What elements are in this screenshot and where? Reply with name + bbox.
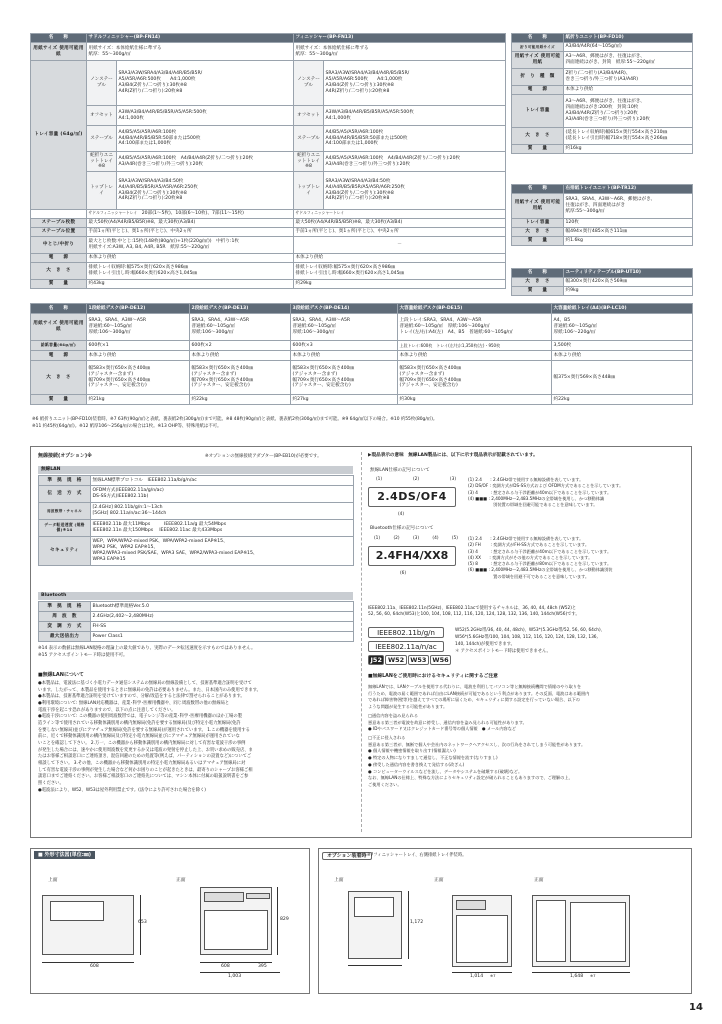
paper-cell-2: 用紙サイズ：本体給紙仕様に準ずる 紙厚：55～300g/㎡ [294, 43, 506, 61]
nonstaple-cell-1: SRA3/A3W/SRA4/A3/B4/A4R/B5/B5R/ A5/A5R/A6R:500枚 A4:1,000枚 A3/B4(Z折り/二つ折り):30枚※8 A4R(Z折り/二つ折り):20枚※8 [117, 61, 294, 106]
offset-cell-2: A3W/A3/B4/A4R/B5/B5R/A5/A5R:500枚 A4:1,000枚 [324, 106, 506, 126]
dim-608-a: 608 [90, 964, 99, 969]
bluetooth-header: Bluetooth [38, 592, 353, 600]
saddle-finisher-title: サドルフィニッシャー(BP-FN14) [87, 34, 294, 43]
security-text: 無線LANでは、LANケーブルを使用する代わりに、電波を利用してパソコン等と無線接続機間で情報のやり取りを 行うため、電波の届く範囲であれば自由にLAN接続が可能であるという利点があります。その反面、電波はある範囲内 であれば障害物(壁等)を越えてすべての場所に届くため、セキュリティに関する設定を行っていない場合、以下の ような問題が発生する可能性があります。 □通信内容を盗み見られる 悪意ある第三者が電波を故意に傍受し、通信内容を盗み見られる可能性があります。 ● IDやパスワード又はクレジットカード番号等の個人情報 ● メール内容など □不正に侵入される 悪意ある第三者が、無断で個人や会社内のネットワークへアクセスし、次の行為をされてしまう可能性があります。 ● 個人情報や機密情報を取り出す(情報漏えい) ● 特定の人物になりすまして通信し、不正な情報を流す(なりすまし) ● 傍受した通信内容を書き換えて発信する(改ざん) ● コンピューターウイルスなどを流し、データやシステムを破壊する(破壊)など。 なお、無線LANの仕様上、特殊な方法によりセキュリティ設定が破られることもありますので、ご理解の上、 ご使用ください。 [368, 684, 590, 788]
power-2: 本体より供給 [294, 254, 506, 263]
dims-title: ■ 外形寸法図(単位:㎜) [34, 851, 95, 859]
about-lan-title: ■無線LANについて [38, 672, 84, 678]
staple-cell-2: A4/B5/A5/A5R/A6R:100枚 A4/B4/A4R/B5/B5R:50部または500枚 A4:100部または1,000枚 [324, 126, 506, 152]
view-label-top-2: 上面 [334, 878, 344, 883]
wireless-title: 無線接続(オプション)※ [38, 453, 92, 459]
center-fold-label: 中とじ/中折り [31, 237, 87, 254]
wlan-table: 準 拠 規 格 無線LAN標準プロトコル IEEE802.11a/b/g/n/ac 伝 送 方 式 OFDM方式(IEEE802.11a/g/n/ac) DS-SS方式(IEEE802.11b) 周波数帯・チャネル [2.4GHz] 802.11b/g/n:1～13ch [5GHz] 802.11a/n/ac:36～144ch データ転送速度 (規格値)※14 IEEE802.11b 最大11Mbps IEEE802.11a/g 最大54Mbps IEEE802.11n 最大150Mbps IEEE802.11ac 最大433Mbps セキュリティ WEP、WPA/WPA2-mixed PSK、WPA/WPA2-mixed EAP※15、 WPA2 PSK、WPA2 EAP※15、 WPA2/WPA3-mixed PSK/SAE、WPA3 SAE、WPA2/WPA3-mixed EAP※15、 WPA3 EAP※15 [38, 475, 354, 566]
badge-w53: W53 [408, 655, 429, 665]
lan-code-nums-top: (1) (2) (3) [376, 477, 456, 482]
about-lan-text: ●本製品は、電波法に基づく小電力データ通信システムの無線局の無線設備として、技術基準適合証明を受けて います。したがって、本製品を使用するときに無線局の免許は必要ありません。また、日本国内のみ使用できます。 ●本製品は、技術基準適合証明を受けていますので、分解/改造をすると法律で罰せられることがあります。 ●利用環境について: 無線LAN対応機器は、産業･科学･医療用機器や、同じ周波数帯の他の無線局と 電波干渉を起こす恐れがありますので、以下の点に注意してください。 ●電波干渉について: この機器の使用周波数帯では、電子レンジ等の産業･科学･医療用機器のほか工場の製 造ライン等で使用されている移動体識別用の構内無線局(免許を要する無線局)及び特定小電力無線局(免許 を要しない無線局)並びにアマチュア無線局(免許を要する無線局)が運用されています。 1.この機器を使用する 前に、近くで移動体識別用の構内無線局及び特定小電力無線局並びにアマチュア無線局が運用されていな いことを確認して下さい。 2.万一、この機器から移動体識別用の構内無線局に対して有害な電波干渉の事例 が発生した場合には、速やかに使用周波数を変更するか又は電波の発射を停止した上、お買い求めの販売店、ま たはお客様ご相談窓口にご連絡頂き、混信回避のための処置等(例えば、パーティションの設置など)についてご 相談して下さい。 3.その他、この機器から移動体識別用の特定小電力無線局あるいはアマチュア無線局に対 して有害な電波干渉の事例が発生した場合など何かお困りのことが起きたときは、最寄りのシャープお客様ご相 談窓口までご連絡ください。お客様ご相談窓口のご連絡先については、マシン本体に付属の取扱説明書をご参 照ください。 ●電波法により、W52、W53は屋外利用禁止です。(法令により許可された場合を除く) [38, 681, 261, 793]
middle-divider [361, 452, 362, 832]
offset-cell-1: A3W/A3/B4/A4R/B5/B5R/A5/A5R:500枚 A4:1,000枚 [117, 106, 294, 126]
zfold-label-2: 蛇折りユニットトレイ※8 [294, 152, 324, 172]
dim-1003: 1,003 [228, 974, 242, 979]
bt-code-nums-top: (1) (2) (3) (4) (5) [374, 536, 458, 541]
saddle-tray-cell: サドルフィニッシャートレイ 20部(1～5枚)、10部(6～10枚)、7部(11～15枚) [87, 210, 294, 219]
bt-code-num-6: (6) [400, 571, 407, 576]
finisher-title: フィニッシャー(BP-FN13) [294, 34, 506, 43]
footnotes: ※6 紙折りユニット(BP-FD10)装着時。※7 63枚(90g/㎡)と表紙、裏表紙2枚(300g/㎡)まで可能。※8 48枚(90g/㎡)と表紙、裏表紙2枚(300g/㎡)まで可能。※9 64g/㎡以下の場合。※10 約55枚(80g/㎡)。 ※11 約45枚(64g/㎡)。※12 紙厚106～256g/㎡の場合は1枚。※13 OHP等、特殊用紙は不可。 [32, 417, 438, 429]
zfold-cell-2: A4/B5/A5/A5R/A6R:100枚 A4/B4/A4R(Z折り/二つ折り):20枚 A3/A4R(巻き三つ折り/外三つ折り):20枚 [324, 152, 506, 172]
staple-label-2: ステープル [294, 126, 324, 152]
staple-label: ステープル [87, 126, 117, 152]
view-label-front-2: 正面 [434, 878, 444, 883]
staple-pos-1: 手前1ヵ所(平とじ)、奥1ヵ所(平とじ)、中央2ヵ所 [87, 228, 294, 237]
dim-395: 395 [258, 964, 267, 969]
mass-label: 質 量 [31, 280, 87, 289]
size-2: 排紙トレイ収納時:幅575×奥行620×高さ986㎜ 排紙トレイ引出し時:幅660×奥行620×高さ1,045㎜ [294, 263, 506, 280]
option-note: ※7フィニッシャートレイ、右側排紙トレイ伴装時。 [367, 853, 467, 858]
dim-608-b: 608 [221, 964, 230, 969]
wireless-notes: ※14 表示の数値は無線LAN規格の理論上の最大値であり、実際のデータ転送速度を示すものではありません。 ※15 アクセスポイントモード時は使用不可。 [38, 646, 256, 658]
paper-size-label: 用紙サイズ 使用可能用紙 [31, 43, 87, 61]
staple-pos-2: 手前1ヵ所(平とじ)、奥1ヵ所(平とじ)、中央2ヵ所 [294, 228, 506, 237]
option-title: オプション装着時 [322, 852, 372, 860]
right-tray-title: 右排紙トレイユニット(BP-TR12) [564, 185, 693, 194]
nonstaple-label-2: ノンステープル [294, 61, 324, 106]
size-1: 排紙トレイ収納時:幅575×奥行620×高さ986㎜ 排紙トレイ引出し時:幅660×奥行620×高さ1,045㎜ [87, 263, 294, 280]
view-label-top-1: 上面 [48, 878, 58, 883]
badge-w52: W52 [385, 655, 406, 665]
folding-unit-table: 名 称 紙折りユニット(BP-FD10) 折り可能用紙サイズ A3/B4/A4R(64～105g/㎡) 用紙サイズ 使用可能用紙 A3～A6R、郵便はがき、往復はがき、 四面連続はがき、封筒 紙厚:55～220g/㎡ 折 り 種 類 Z折り/二つ折り(A3/B4/A4R)、 巻き三つ折り/外三つ折り(A3/A4R) 電 源 本体より供給 トレイ容量 A3～A6R、郵便はがき、往復はがき、 四面連続はがき:200枚 封筒:10枚 A3/B4/A4R(Z折り/二つ折り):20枚 A3/A4R(巻き三つ折り/外三つ折り):20枚 大 き さ (延長トレイ収納時)幅615×奥行554×高さ210㎜ (延長トレイ引出時)幅718×奥行554×高さ266㎜ 質 量 約16kg [511, 33, 693, 154]
nonstaple-cell-2: SRA3/A3W/SRA4/A3/B4/A4R/B5/B5R/ A5/A5R/A6R:500枚 A4:1,000枚 A3/B4(Z折り/二つ折り):30枚※8 A4R(Z折り/二つ折り):20枚※8 [324, 61, 506, 106]
paper-cell-1: 用紙サイズ：本体給紙仕様に準ずる 紙厚：55～300g/㎡ [87, 43, 294, 61]
saddle-tray-cell-2: サドルフィニッシャートレイ [294, 210, 506, 219]
bt-code-label: 2.4FH4/XX8 [368, 546, 456, 566]
radio-title: ▶現品表示の意味 無線LAN製品には、以下に示す現品表示が記載されています。 [368, 453, 538, 458]
lct-title: 大容量給紙トレイ(A4)(BP-LC10) [552, 304, 693, 314]
finisher-spec-table [30, 33, 506, 289]
mass-1: 約43kg [87, 280, 294, 289]
staple-pos-label: ステープル位置 [31, 228, 87, 237]
offset-label: オフセット [87, 106, 117, 126]
desk-1-title: 1段給紙デスク(BP-DE12) [87, 304, 190, 314]
staple-count-label: ステープル枚数 [31, 219, 87, 228]
toptray-label: トップトレイ [87, 172, 117, 210]
view-label-front-1: 正面 [176, 878, 186, 883]
toptray-cell-1: SRA3/A3W/SRA4/A3/B4:50枚 A4/A4R/B5/B5R/A5/A5R/A6R:250枚 A3/B4(Z折り/二つ折り):30枚※8 A4R(Z折り/二つ折り):20枚※8 [117, 172, 294, 210]
wlan-header: 無線LAN [38, 466, 353, 474]
offset-label-2: オフセット [294, 106, 324, 126]
badge-row [368, 655, 451, 665]
toptray-label-2: トップトレイ [294, 172, 324, 210]
wireless-note: ※オプションの無線接続アダプター(BP-EB10)が必要です。 [205, 454, 322, 459]
dim-1172: 1,172 [410, 920, 424, 925]
toptray-cell-2: SRA3/A3W/SRA4/A3/B4:50枚 A4/A4R/B5/B5R/A5/A5R/A6R:250枚 A3/B4(Z折り/二つ折り):30枚※8 A4R(Z折り/二つ折り):20枚※8 [324, 172, 506, 210]
lan-code-list: (1) 2.4 : 2.4GHz帯で使用する無線設備を表しています。 (2) DS/OF : 変調方式がDS-SS方式および OFDM方式であることを示しています。 (3) 4 : 想定される与干渉距離が40m以下であることを示しています。 (4) ■■■ : 2,400MHz～2,483.5MHzの全帯域を使用し、かつ移動体識 別装置の帯域を回避可能であることを意味しています。 [468, 477, 624, 508]
dim-829: 829 [280, 917, 289, 922]
channel-text: IEEE802.11a、IEEE802.11n(5GHz)、IEEE802.11acで使用するチャネルは、36, 40, 44, 48ch (W52)と 52, 56, 60, 64ch(W53)と100, 104, 108, 112, 116, 120, 124, 128, 132, 136, 140, 144ch(W56)です。 [368, 606, 580, 618]
lan-code-label: 2.4DS/OF4 [368, 487, 456, 507]
power-label: 電 源 [31, 254, 87, 263]
utility-table-title: ユーティリティテーブル(BP-UT10) [564, 269, 693, 278]
bt-code-list: (1) 2.4 : 2.4GHz帯で使用する無線設備を表しています。 (2) FH : 変調方式がFH-SS方式であることを示しています。 (3) 4 : 想定される与干渉距離が40m以下であることを示しています。 (4) XX : 変調方式がその他の方式であることを示しています。 (5) 8 : 想定される与干渉距離が80m以下であることを示しています。 (6) ■■■ : 2,400MHz～2,483.5MHzの全帯域を使用し、かつ移動体識別装 置の帯域を回避不可であることを意味しています。 [468, 536, 613, 579]
bluetooth-table: 準 拠 規 格 Bluetooth標準規格Ver.5.0 周 波 数 2.4GHz(2,402～2,480MHz) 変 調 方 式 FH-SS 最大送信出力 Power Class1 [38, 601, 354, 642]
view-label-front-3: 正面 [534, 878, 544, 883]
lan-code-title: 無線LAN仕様の記号について [370, 468, 430, 473]
staple-count-2: 最大50枚(A4/A4R/B5/B5R)※8、最大30枚(A3/B4) [294, 219, 506, 228]
nonstaple-label: ノンステープル [87, 61, 117, 106]
page-number: 14 [689, 1002, 703, 1013]
w-bands-text: W52(5.2GHz帯/36, 40, 44, 48ch)、W53*(5.3GHz帯/52, 56, 60, 64ch)、 W56*(5.6GHz帯/100, 104, 108, 112, 116, 120, 124, 128, 132, 136, 140, 144ch)が使用できます。 ＊ アクセスポイントモード時は使用できません。 [455, 628, 605, 654]
center-fold-2: － [294, 237, 506, 254]
staple-cell-1: A4/B5/A5/A5R/A6R:100枚 A4/B4/A4R/B5/B5R:50部または500枚 A4:100部または1,000枚 [117, 126, 294, 152]
utility-table-spec: 名 称 ユーティリティテーブル(BP-UT10) 大 き さ 幅300×奥行420×高さ569㎜ 質 量 約9kg [511, 268, 693, 296]
desk-3-title: 3段給紙デスク(BP-DE14) [291, 304, 398, 314]
paper-desk-table: 名 称 1段給紙デスク(BP-DE12) 2段給紙デスク(BP-DE13) 3段給紙デスク(BP-DE14) 大容量給紙デスク(BP-DE15) 大容量給紙トレイ(A4)(BP-LC10) 用紙サイズ 使用可能用紙 SRA3、SRA4、A3W～A5R 普通紙:60～105g/㎡ 厚紙:106～300g/㎡ SRA3、SRA4、A3W～A5R 普通紙:60～105g/㎡ 厚紙:106～300g/㎡ SRA3、SRA4、A3W～A5R 普通紙:60～105g/㎡ 厚紙:106～300g/㎡ 上段トレイ:SRA3、SRA4、A3W～A5R 普通紙:60～105g/㎡ 厚紙:106～300g/㎡ トレイ(左/右):A4(左) A4、B5 普通紙:60～105g/㎡ A4、B5 普通紙:60～105g/㎡ 厚紙:106～220g/㎡ 給紙容量(64g/㎡) 600枚×1 600枚×2 600枚×3 上段トレイ:600枚 トレイ(左/右):1,350枚(左)・950枚 3,500枚 電 源 本体より供給 本体より供給 本体より供給 本体より供給 本体より供給 大 き さ 幅583×奥行650×高さ400㎜ (アジャスター含まず) 幅709×奥行650×高さ400㎜ (アジャスター、安定板含む) 幅583×奥行650×高さ400㎜ (アジャスター含まず) 幅709×奥行650×高さ400㎜ (アジャスター、安定板含む) 幅583×奥行650×高さ400㎜ (アジャスター含まず) 幅709×奥行650×高さ400㎜ (アジャスター、安定板含む) 幅583×奥行650×高さ400㎜ (アジャスター含まず) 幅709×奥行650×高さ400㎜ (アジャスター、安定板含む) 幅375×奥行569×高さ448㎜ 質 量 約21kg 約22kg 約27kg 約30kg 約22kg [30, 303, 693, 405]
name-header: 名 称 [31, 34, 87, 43]
zfold-label: 蛇折りユニットトレイ※8 [87, 152, 117, 172]
center-fold-1: 最大とじ枚数:中とじ:15枚(148枚(80g/㎡)+1枚(220g/㎡)) 中折り:1枚 用紙サイズ:A3W, A3, B4, A4R, B5R 紙厚:55～220g/㎡ [87, 237, 294, 254]
zfold-cell-1: A4/B5/A5/A5R/A6R:100枚 A4/B4/A4R(Z折り/二つ折り):20枚 A3/A4R(巻き三つ折り/外三つ折り):20枚 [117, 152, 294, 172]
mass-2: 約29kg [294, 280, 506, 289]
lan-code-num-4: (4) [398, 512, 405, 517]
staple-count-1: 最大50枚(A4/A4R/B5/B5R)※8、最大30枚(A3/B4) [87, 219, 294, 228]
dim-1014-note: ※7 [490, 973, 496, 978]
security-title: ■無線LANをご使用時におけるセキュリティに関するご注意 [368, 674, 498, 679]
right-tray-table: 名 称 右排紙トレイユニット(BP-TR12) 用紙サイズ 使用可能用紙 SRA3、SRA4、A3W～A6R、郵便はがき、 往復はがき、四面連続はがき 紙厚:55～300g/㎡ トレイ容量 120枚 大 き さ 幅494×奥行485×高さ111㎜ 質 量 約1.6kg [511, 184, 693, 246]
folding-unit-title: 紙折りユニット(BP-FD10) [564, 34, 693, 43]
size-label: 大 き さ [31, 263, 87, 280]
dim-1648: 1,648 [570, 974, 584, 979]
desk-lcc-title: 大容量給紙デスク(BP-DE15) [398, 304, 552, 314]
badge-w56: W56 [430, 655, 451, 665]
bt-code-title: Bluetooth仕様の記号について [370, 526, 434, 531]
badge-anac: IEEE802.11a/n/ac [368, 641, 444, 652]
dim-1014: 1,014 [470, 974, 484, 979]
badge-j52: J52 [368, 655, 384, 665]
desk-2-title: 2段給紙デスク(BP-DE13) [190, 304, 291, 314]
dim-1648-note: ※7 [590, 973, 596, 978]
dim-653: 653 [138, 920, 147, 925]
tray-capacity-label: トレイ容量 (64g/㎡) [31, 61, 87, 210]
power-1: 本体より供給 [87, 254, 294, 263]
badge-bgn: IEEE802.11b/g/n [368, 627, 444, 638]
